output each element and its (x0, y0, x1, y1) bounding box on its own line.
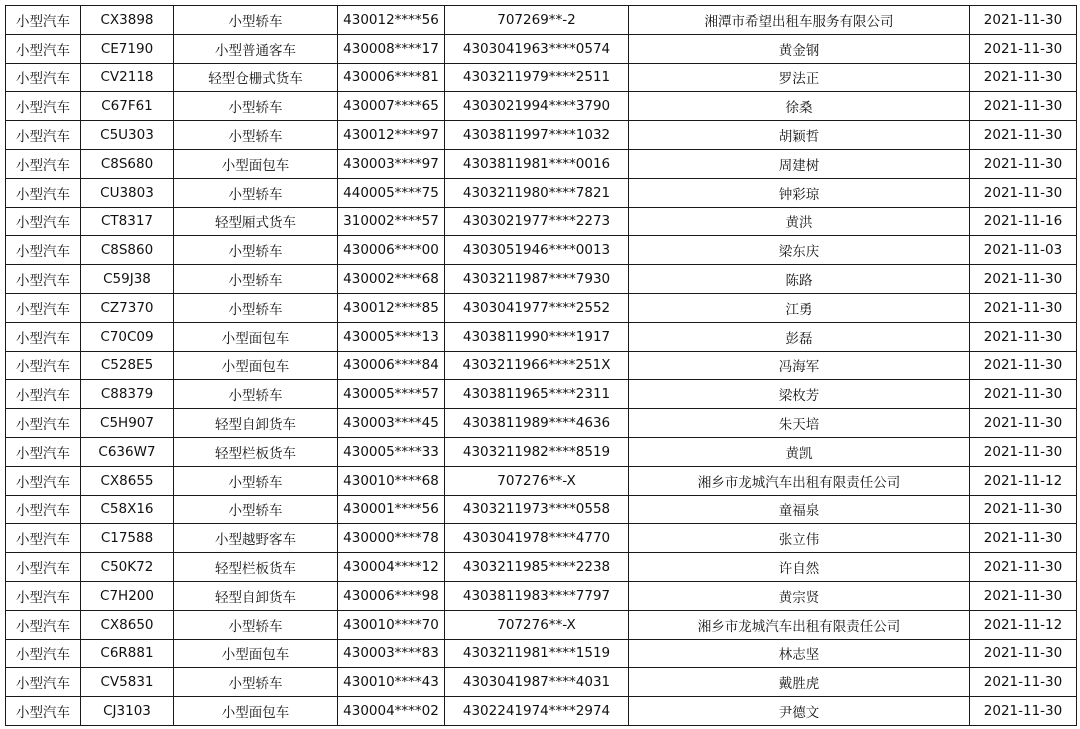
table-row (6, 409, 1077, 438)
vehicle-category-cell: 小型汽车 (6, 121, 81, 150)
vehicle-category-cell: 小型汽车 (6, 639, 81, 668)
plate-number-cell: C58X16 (81, 495, 174, 524)
owner-id-cell: 4303211973****0558 (445, 495, 629, 524)
date-cell: 2021-11-30 (970, 437, 1077, 466)
code-cell: 430006****98 (338, 581, 445, 610)
vehicle-category-cell: 小型汽车 (6, 553, 81, 582)
code-cell: 430003****45 (338, 409, 445, 438)
vehicle-type-cell: 小型面包车 (174, 639, 338, 668)
plate-number-cell: C70C09 (81, 322, 174, 351)
vehicle-category-cell: 小型汽车 (6, 178, 81, 207)
owner-name-cell: 罗法正 (629, 63, 970, 92)
vehicle-category-cell: 小型汽车 (6, 380, 81, 409)
date-cell: 2021-11-30 (970, 63, 1077, 92)
vehicle-category-cell: 小型汽车 (6, 34, 81, 63)
owner-id-cell: 4303021994****3790 (445, 92, 629, 121)
owner-id-cell: 4303811990****1917 (445, 322, 629, 351)
owner-id-cell: 4303811981****0016 (445, 149, 629, 178)
date-cell: 2021-11-30 (970, 697, 1077, 726)
owner-id-cell: 4303041978****4770 (445, 524, 629, 553)
vehicle-type-cell: 小型轿车 (174, 236, 338, 265)
code-cell: 430002****68 (338, 265, 445, 294)
date-cell: 2021-11-30 (970, 581, 1077, 610)
date-cell: 2021-11-30 (970, 351, 1077, 380)
plate-number-cell: C59J38 (81, 265, 174, 294)
vehicle-type-cell: 小型轿车 (174, 121, 338, 150)
vehicle-category-cell: 小型汽车 (6, 581, 81, 610)
vehicle-table (5, 5, 1077, 726)
vehicle-type-cell: 轻型栏板货车 (174, 437, 338, 466)
table-row (6, 63, 1077, 92)
vehicle-category-cell: 小型汽车 (6, 322, 81, 351)
owner-id-cell: 4303041977****2552 (445, 293, 629, 322)
table-row (6, 466, 1077, 495)
owner-name-cell: 彭磊 (629, 322, 970, 351)
plate-number-cell: CZ7370 (81, 293, 174, 322)
owner-id-cell: 707276**-X (445, 466, 629, 495)
table-row (6, 351, 1077, 380)
plate-number-cell: C8S860 (81, 236, 174, 265)
owner-id-cell: 4303021977****2273 (445, 207, 629, 236)
table-row (6, 524, 1077, 553)
plate-number-cell: CJ3103 (81, 697, 174, 726)
date-cell: 2021-11-30 (970, 92, 1077, 121)
table-row (6, 92, 1077, 121)
table-row (6, 322, 1077, 351)
date-cell: 2021-11-30 (970, 639, 1077, 668)
table-row (6, 293, 1077, 322)
code-cell: 430006****84 (338, 351, 445, 380)
vehicle-type-cell: 小型越野客车 (174, 524, 338, 553)
vehicle-category-cell: 小型汽车 (6, 207, 81, 236)
owner-id-cell: 4303811997****1032 (445, 121, 629, 150)
owner-name-cell: 周建树 (629, 149, 970, 178)
date-cell: 2021-11-12 (970, 466, 1077, 495)
owner-id-cell: 4303211985****2238 (445, 553, 629, 582)
code-cell: 430004****02 (338, 697, 445, 726)
owner-name-cell: 黄金钢 (629, 34, 970, 63)
plate-number-cell: C17588 (81, 524, 174, 553)
plate-number-cell: C6R881 (81, 639, 174, 668)
vehicle-category-cell: 小型汽车 (6, 466, 81, 495)
table-row (6, 668, 1077, 697)
plate-number-cell: C5U303 (81, 121, 174, 150)
vehicle-type-cell: 小型轿车 (174, 495, 338, 524)
vehicle-type-cell: 小型普通客车 (174, 34, 338, 63)
date-cell: 2021-11-30 (970, 380, 1077, 409)
plate-number-cell: C5H907 (81, 409, 174, 438)
vehicle-category-cell: 小型汽车 (6, 524, 81, 553)
table-body (6, 6, 1077, 726)
date-cell: 2021-11-30 (970, 149, 1077, 178)
date-cell: 2021-11-30 (970, 495, 1077, 524)
plate-number-cell: CT8317 (81, 207, 174, 236)
vehicle-type-cell: 小型轿车 (174, 610, 338, 639)
vehicle-type-cell: 小型轿车 (174, 668, 338, 697)
code-cell: 430010****43 (338, 668, 445, 697)
owner-name-cell: 童福泉 (629, 495, 970, 524)
owner-id-cell: 4303211982****8519 (445, 437, 629, 466)
owner-id-cell: 4303211980****7821 (445, 178, 629, 207)
date-cell: 2021-11-30 (970, 178, 1077, 207)
vehicle-category-cell: 小型汽车 (6, 437, 81, 466)
vehicle-category-cell: 小型汽车 (6, 63, 81, 92)
vehicle-type-cell: 小型面包车 (174, 697, 338, 726)
owner-name-cell: 张立伟 (629, 524, 970, 553)
date-cell: 2021-11-30 (970, 322, 1077, 351)
code-cell: 430000****78 (338, 524, 445, 553)
table-row (6, 207, 1077, 236)
table-row (6, 121, 1077, 150)
table-row (6, 495, 1077, 524)
date-cell: 2021-11-30 (970, 553, 1077, 582)
plate-number-cell: CX3898 (81, 6, 174, 35)
owner-id-cell: 707269**-2 (445, 6, 629, 35)
code-cell: 430012****85 (338, 293, 445, 322)
code-cell: 430004****12 (338, 553, 445, 582)
owner-id-cell: 4303041987****4031 (445, 668, 629, 697)
vehicle-category-cell: 小型汽车 (6, 697, 81, 726)
code-cell: 430010****68 (338, 466, 445, 495)
date-cell: 2021-11-30 (970, 524, 1077, 553)
table-row (6, 697, 1077, 726)
owner-name-cell: 湘乡市龙城汽车出租有限责任公司 (629, 610, 970, 639)
code-cell: 430003****83 (338, 639, 445, 668)
vehicle-category-cell: 小型汽车 (6, 236, 81, 265)
vehicle-registry-sheet (5, 5, 1077, 726)
owner-name-cell: 徐桑 (629, 92, 970, 121)
plate-number-cell: C8S680 (81, 149, 174, 178)
date-cell: 2021-11-30 (970, 6, 1077, 35)
vehicle-type-cell: 小型轿车 (174, 466, 338, 495)
vehicle-category-cell: 小型汽车 (6, 92, 81, 121)
vehicle-type-cell: 轻型自卸货车 (174, 409, 338, 438)
owner-name-cell: 黄宗贤 (629, 581, 970, 610)
code-cell: 430001****56 (338, 495, 445, 524)
plate-number-cell: C528E5 (81, 351, 174, 380)
date-cell: 2021-11-30 (970, 668, 1077, 697)
owner-name-cell: 尹德文 (629, 697, 970, 726)
plate-number-cell: CE7190 (81, 34, 174, 63)
plate-number-cell: CV2118 (81, 63, 174, 92)
vehicle-category-cell: 小型汽车 (6, 610, 81, 639)
table-row (6, 149, 1077, 178)
code-cell: 430003****97 (338, 149, 445, 178)
table-row (6, 6, 1077, 35)
date-cell: 2021-11-16 (970, 207, 1077, 236)
plate-number-cell: C88379 (81, 380, 174, 409)
vehicle-type-cell: 小型面包车 (174, 322, 338, 351)
plate-number-cell: CU3803 (81, 178, 174, 207)
table-row (6, 553, 1077, 582)
owner-name-cell: 钟彩琼 (629, 178, 970, 207)
owner-id-cell: 707276**-X (445, 610, 629, 639)
table-row (6, 34, 1077, 63)
code-cell: 430007****65 (338, 92, 445, 121)
plate-number-cell: C636W7 (81, 437, 174, 466)
date-cell: 2021-11-30 (970, 121, 1077, 150)
owner-name-cell: 江勇 (629, 293, 970, 322)
owner-name-cell: 朱天培 (629, 409, 970, 438)
vehicle-type-cell: 小型轿车 (174, 92, 338, 121)
vehicle-type-cell: 小型面包车 (174, 351, 338, 380)
owner-name-cell: 许自然 (629, 553, 970, 582)
owner-id-cell: 4303211987****7930 (445, 265, 629, 294)
vehicle-type-cell: 轻型厢式货车 (174, 207, 338, 236)
vehicle-type-cell: 小型轿车 (174, 178, 338, 207)
table-row (6, 265, 1077, 294)
vehicle-category-cell: 小型汽车 (6, 495, 81, 524)
table-row (6, 437, 1077, 466)
code-cell: 310002****57 (338, 207, 445, 236)
owner-name-cell: 陈路 (629, 265, 970, 294)
owner-name-cell: 梁东庆 (629, 236, 970, 265)
code-cell: 430012****97 (338, 121, 445, 150)
vehicle-category-cell: 小型汽车 (6, 351, 81, 380)
table-row (6, 236, 1077, 265)
vehicle-type-cell: 轻型栏板货车 (174, 553, 338, 582)
vehicle-type-cell: 轻型仓栅式货车 (174, 63, 338, 92)
code-cell: 430012****56 (338, 6, 445, 35)
code-cell: 430005****57 (338, 380, 445, 409)
table-row (6, 581, 1077, 610)
vehicle-type-cell: 小型面包车 (174, 149, 338, 178)
vehicle-category-cell: 小型汽车 (6, 409, 81, 438)
vehicle-type-cell: 小型轿车 (174, 6, 338, 35)
owner-id-cell: 4303811983****7797 (445, 581, 629, 610)
owner-id-cell: 4302241974****2974 (445, 697, 629, 726)
date-cell: 2021-11-03 (970, 236, 1077, 265)
table-row (6, 610, 1077, 639)
date-cell: 2021-11-30 (970, 409, 1077, 438)
code-cell: 430006****00 (338, 236, 445, 265)
owner-name-cell: 黄洪 (629, 207, 970, 236)
plate-number-cell: C67F61 (81, 92, 174, 121)
plate-number-cell: CX8655 (81, 466, 174, 495)
owner-name-cell: 胡颖哲 (629, 121, 970, 150)
table-row (6, 380, 1077, 409)
owner-id-cell: 4303211966****251X (445, 351, 629, 380)
code-cell: 430005****13 (338, 322, 445, 351)
owner-name-cell: 湘潭市希望出租车服务有限公司 (629, 6, 970, 35)
plate-number-cell: CV5831 (81, 668, 174, 697)
code-cell: 430006****81 (338, 63, 445, 92)
owner-name-cell: 湘乡市龙城汽车出租有限责任公司 (629, 466, 970, 495)
vehicle-category-cell: 小型汽车 (6, 6, 81, 35)
vehicle-type-cell: 小型轿车 (174, 380, 338, 409)
date-cell: 2021-11-30 (970, 34, 1077, 63)
date-cell: 2021-11-30 (970, 293, 1077, 322)
plate-number-cell: C7H200 (81, 581, 174, 610)
owner-name-cell: 戴胜虎 (629, 668, 970, 697)
owner-id-cell: 4303811989****4636 (445, 409, 629, 438)
plate-number-cell: CX8650 (81, 610, 174, 639)
code-cell: 430008****17 (338, 34, 445, 63)
owner-name-cell: 冯海军 (629, 351, 970, 380)
code-cell: 430010****70 (338, 610, 445, 639)
plate-number-cell: C50K72 (81, 553, 174, 582)
owner-name-cell: 黄凯 (629, 437, 970, 466)
vehicle-type-cell: 轻型自卸货车 (174, 581, 338, 610)
table-row (6, 639, 1077, 668)
owner-id-cell: 4303041963****0574 (445, 34, 629, 63)
vehicle-type-cell: 小型轿车 (174, 265, 338, 294)
owner-name-cell: 梁枚芳 (629, 380, 970, 409)
owner-id-cell: 4303211979****2511 (445, 63, 629, 92)
vehicle-category-cell: 小型汽车 (6, 265, 81, 294)
date-cell: 2021-11-12 (970, 610, 1077, 639)
code-cell: 440005****75 (338, 178, 445, 207)
owner-id-cell: 4303811965****2311 (445, 380, 629, 409)
table-row (6, 178, 1077, 207)
vehicle-category-cell: 小型汽车 (6, 149, 81, 178)
owner-id-cell: 4303051946****0013 (445, 236, 629, 265)
owner-name-cell: 林志坚 (629, 639, 970, 668)
vehicle-type-cell: 小型轿车 (174, 293, 338, 322)
vehicle-category-cell: 小型汽车 (6, 293, 81, 322)
owner-id-cell: 4303211981****1519 (445, 639, 629, 668)
code-cell: 430005****33 (338, 437, 445, 466)
date-cell: 2021-11-30 (970, 265, 1077, 294)
vehicle-category-cell: 小型汽车 (6, 668, 81, 697)
